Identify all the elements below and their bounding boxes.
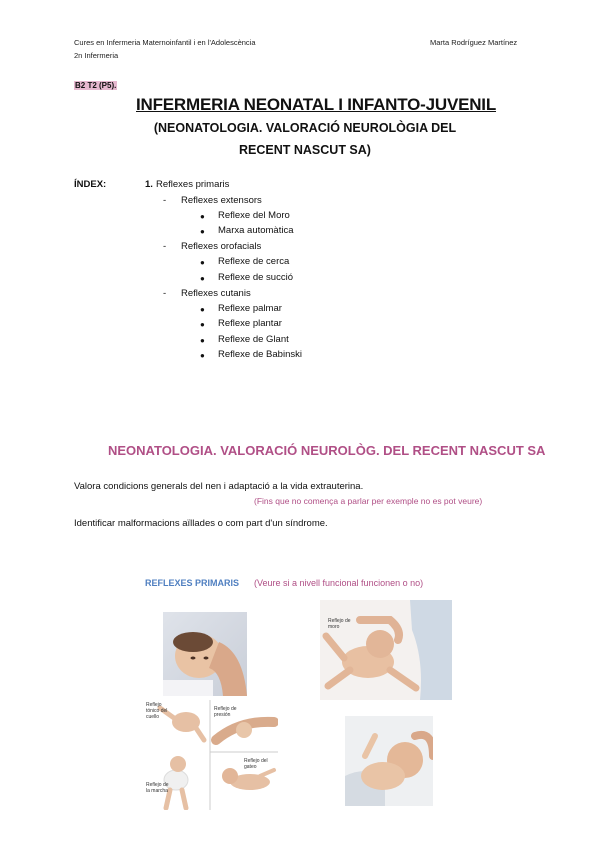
paragraph-conditions: Valora condicions generals del nen i adaptació a la vida extrauterina.: [74, 481, 364, 492]
bullet-icon: ●: [200, 320, 205, 329]
subtitle-line1: (NEONATOLOGIA. VALORACIÓ NEUROLÒGIA DEL: [153, 121, 457, 135]
moro-caption: Reflejo de moro: [328, 618, 351, 630]
note-speech: (Fins que no comença a parlar per exemple no es pot veure): [254, 496, 483, 506]
index-group-label: Reflexes cutanis: [181, 288, 251, 299]
index-group-label: Reflexes extensors: [181, 195, 262, 206]
hands-reflex-photo: [345, 716, 433, 806]
paragraph-malformations: Identificar malformacions aïllades o com part d'un síndrome.: [74, 518, 328, 529]
bullet-icon: ●: [200, 227, 205, 236]
sucking-reflex-photo: [163, 612, 247, 696]
moro-reflex-photo: [320, 600, 452, 700]
header-author: Marta Rodríguez Martínez: [430, 38, 518, 47]
bullet-icon: ●: [200, 212, 205, 221]
subtitle-line2: RECENT NASCUT SA): [239, 143, 371, 157]
topic-tag: B2 T2 (P5).: [75, 81, 117, 90]
bullet-icon: ●: [200, 351, 205, 360]
reflexes-title: REFLEXES PRIMARIS: [145, 578, 240, 588]
index-number: 1.: [145, 179, 153, 190]
marcha-caption: Reflejo de la marcha: [146, 782, 169, 794]
index-item: Reflexe del Moro: [218, 210, 290, 221]
reflex-collage-photo: [140, 700, 278, 810]
presion-caption: Reflejo de presión: [214, 706, 237, 718]
bullet-icon: ●: [200, 336, 205, 345]
index-item: Reflexe plantar: [218, 318, 282, 329]
index-item: Reflexe de cerca: [218, 256, 290, 267]
bullet-icon: ●: [200, 305, 205, 314]
page-title: INFERMERIA NEONATAL I INFANTO-JUVENIL: [136, 95, 497, 114]
reflexes-note: (Veure si a nivell funcional funcionen o no): [254, 578, 424, 588]
index-dash: -: [163, 288, 167, 299]
index-dash: -: [163, 241, 167, 252]
gateo-caption: Reflejo del gateo: [244, 758, 268, 770]
index-item: Reflexe de succió: [218, 272, 293, 283]
index-item: Marxa automàtica: [218, 225, 294, 236]
section-title: NEONATOLOGIA. VALORACIÓ NEUROLÒG. DEL RECENT NASCUT SA: [108, 443, 546, 458]
index-dash: -: [163, 195, 167, 206]
index-group-label: Reflexes orofacials: [181, 241, 262, 252]
header-year: 2n Infermeria: [74, 51, 119, 60]
bullet-icon: ●: [200, 274, 205, 283]
index-label: ÍNDEX:: [74, 179, 107, 190]
bullet-icon: ●: [200, 258, 205, 267]
index-item: Reflexe de Glant: [218, 334, 289, 345]
index-item: Reflexe de Babinski: [218, 349, 302, 360]
index-main: Reflexes primaris: [156, 179, 230, 190]
cuello-caption: Reflejo tónico del cuello: [146, 702, 168, 720]
index-item: Reflexe palmar: [218, 303, 282, 314]
header-course: Cures en Infermeria Maternoinfantil i en l'Adolescència: [74, 38, 256, 47]
